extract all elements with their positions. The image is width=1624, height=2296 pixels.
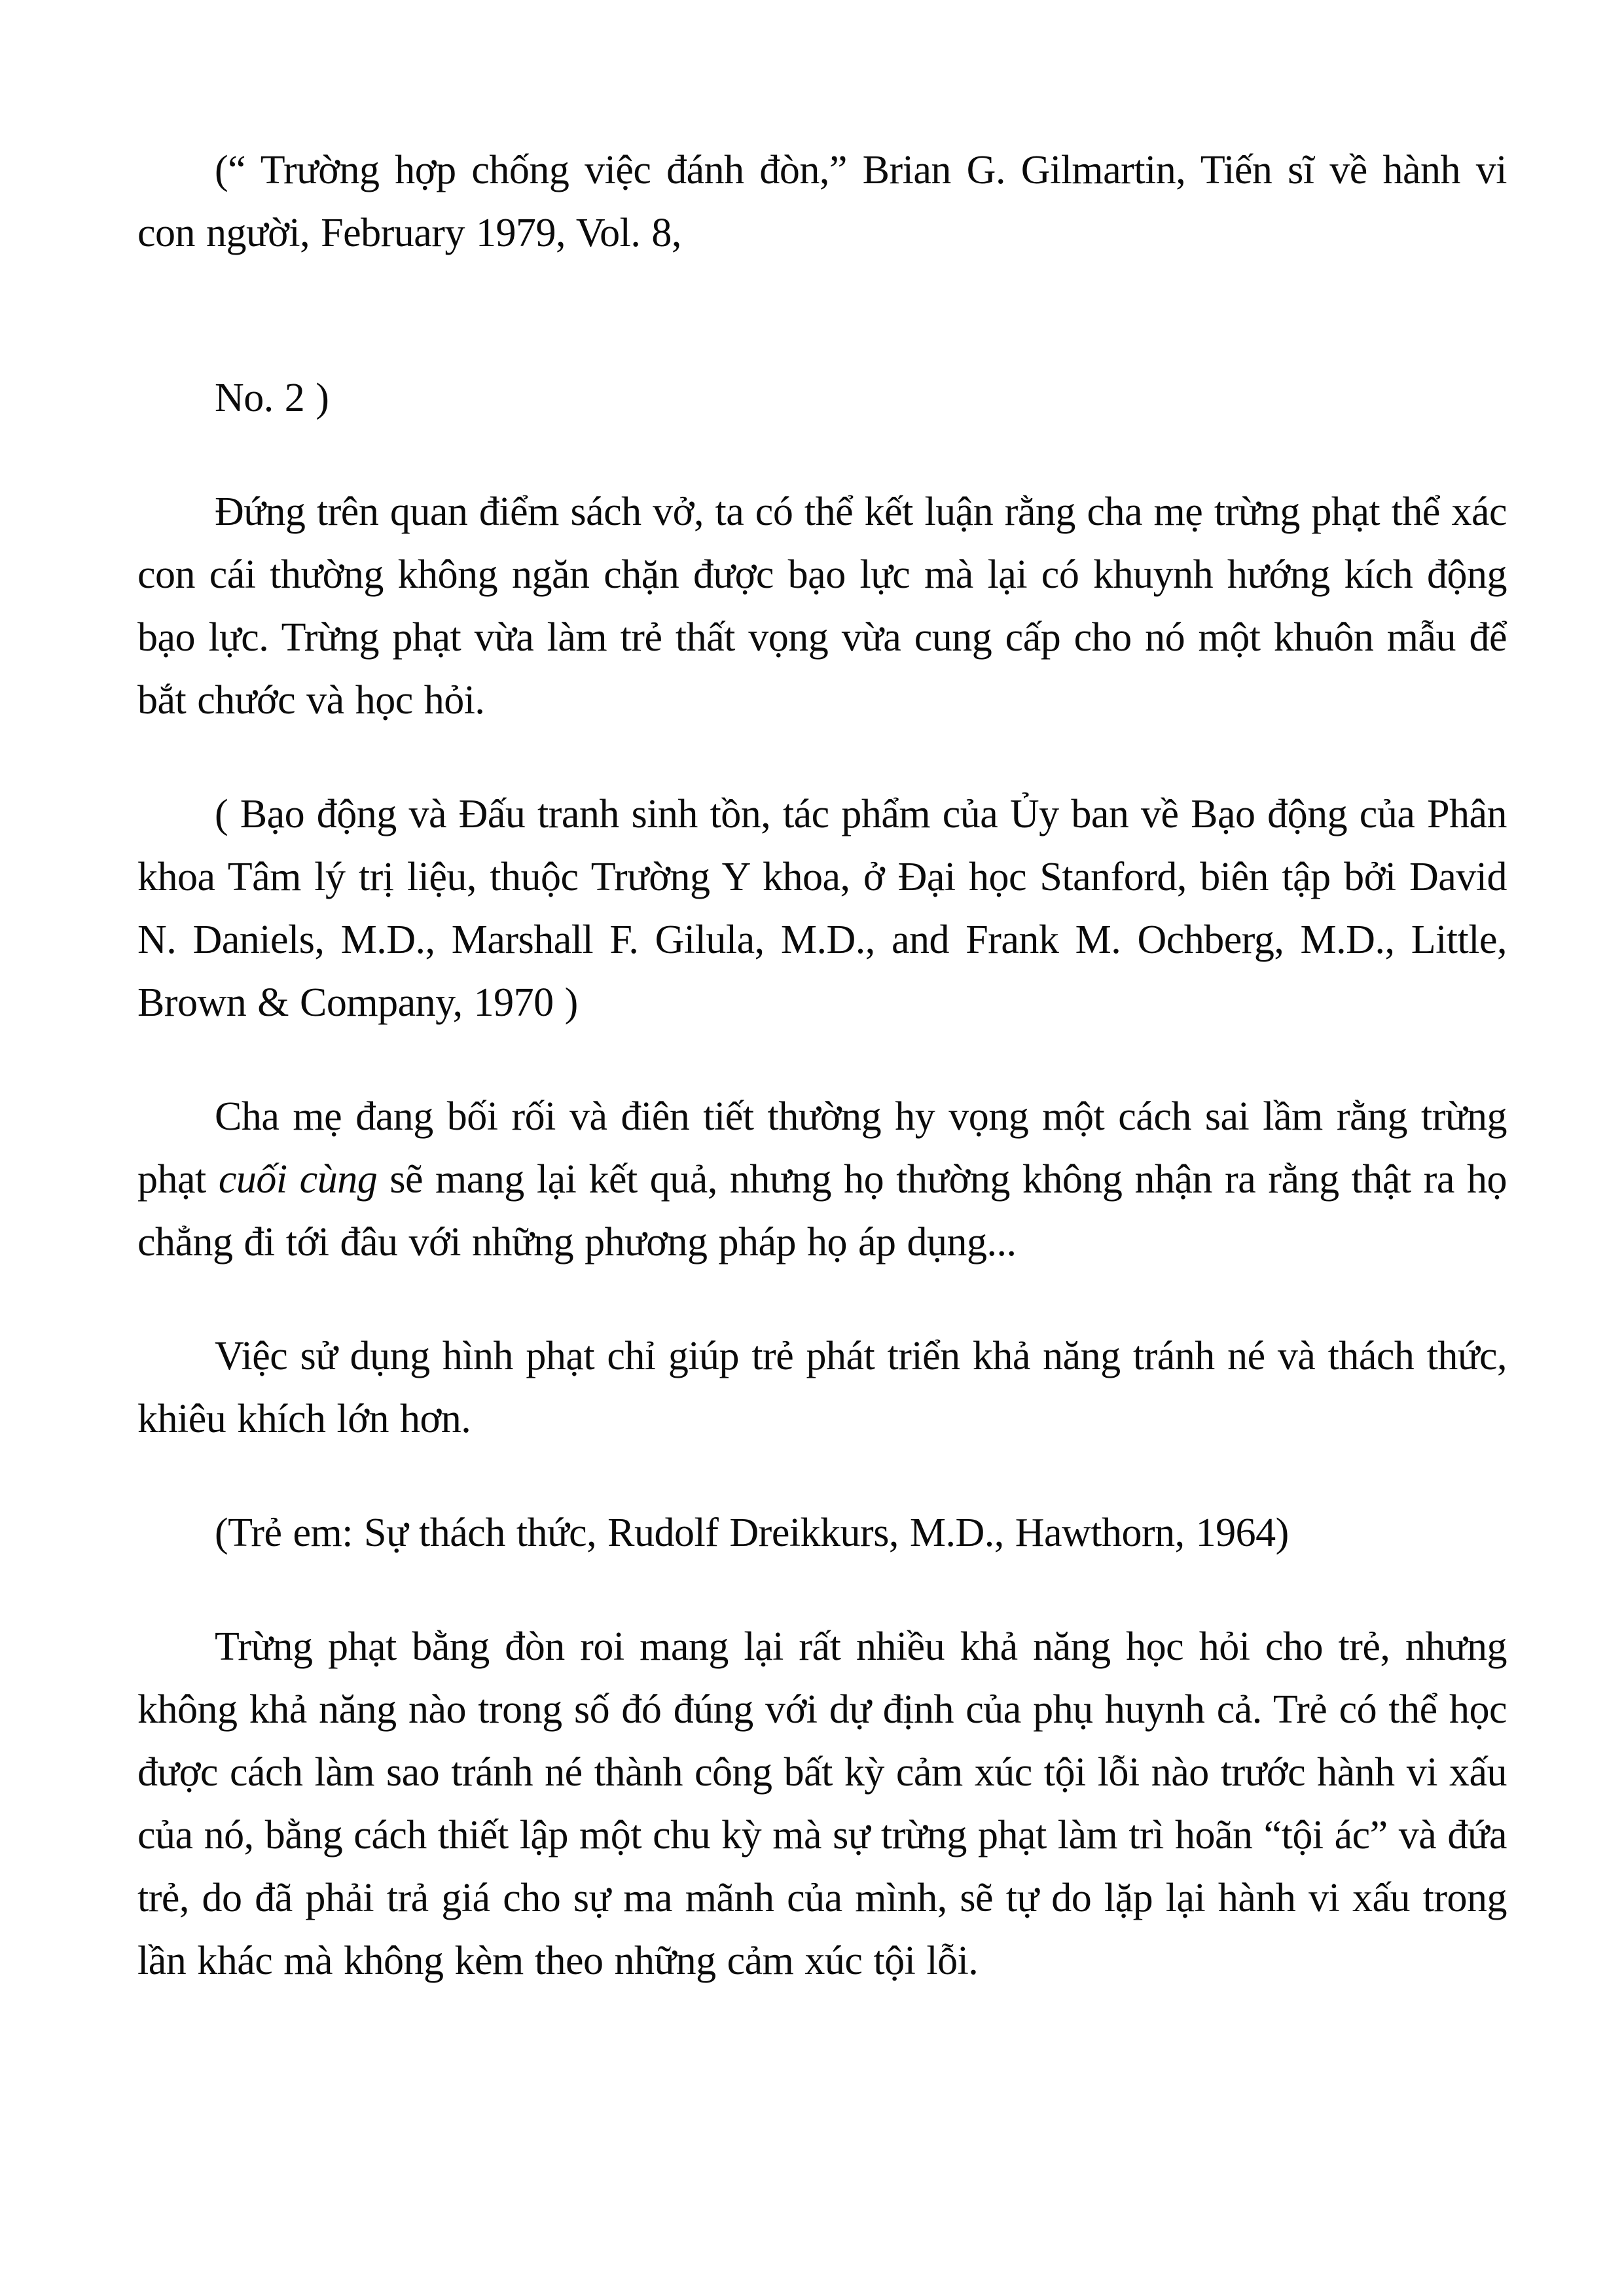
citation-gilmartin [137,139,1507,264]
text-segment: Việc sử dụng hình phạt chỉ giúp trẻ phát triển khả năng tránh né và thách thức, khiêu khích lớn hơn. [137,1334,1507,1441]
citation-dreikkurs [137,1501,1507,1564]
text-segment: (Trẻ em: Sự thách thức, Rudolf Dreikkurs, M.D., Hawthorn, 1964) [215,1511,1289,1555]
text-segment: Đứng trên quan điểm sách vở, ta có thể kết luận rằng cha mẹ trừng phạt thể xác con cái thường không ngăn chặn được bạo lực mà lại có khuynh hướng kích động bạo lực. Trừng phạt vừa làm trẻ thất vọng vừa cung cấp cho nó một khuôn mẫu để bắt chước và học hỏi. [137,490,1507,723]
para-book-viewpoint [137,480,1507,732]
para-parents-false-hope [137,1085,1507,1274]
text-segment: ( Bạo động và Đấu tranh sinh tồn, tác phẩm của Ủy ban về Bạo động của Phân khoa Tâm lý trị liệu, thuộc Trường Y khoa, ở Đại học Stanford, biên tập bởi David N. Daniels, M.D., Marshall F. Gilula, M.D., and Frank M. Ochberg, M.D., Little, Brown & Company, 1970 ) [137,792,1507,1025]
text-segment: cuối cùng [218,1157,378,1202]
citation-stanford [137,783,1507,1034]
text-segment: (“ Trường hợp chống việc đánh đòn,” Brian G. Gilmartin, Tiến sĩ về hành vi con người, February 1979, Vol. 8, [137,148,1507,255]
text-segment: Cha mẹ đang bối rối và điên tiết thường hy vọng một cách sai lầm rằng trừng phạt [137,1094,1507,1202]
text-segment: Trừng phạt bằng đòn roi mang lại rất nhiều khả năng học hỏi cho trẻ, nhưng không khả năng nào trong số đó đúng với dự định của phụ huynh cả. Trẻ có thể học được cách làm sao tránh né thành công bất kỳ cảm xúc tội lỗi nào trước hành vi xấu của nó, bằng cách thiết lập một chu kỳ mà sự trừng phạt làm trì hoãn “tội ác” và đứa trẻ, do đã phải trả giá cho sự ma mãnh của mình, sẽ tự do lặp lại hành vi xấu trong lần khác mà không kèm theo những cảm xúc tội lỗi. [137,1624,1507,1983]
citation-gilmartin-number [137,367,1507,429]
para-punishment-avoidance [137,1325,1507,1450]
para-spanking-lessons [137,1615,1507,1992]
text-block [137,139,1507,2043]
text-segment: No. 2 ) [215,376,329,420]
text-segment: sẽ mang lại kết quả, nhưng họ thường không nhận ra rằng thật ra họ chẳng đi tới đâu với những phương pháp họ áp dụng... [137,1157,1507,1265]
